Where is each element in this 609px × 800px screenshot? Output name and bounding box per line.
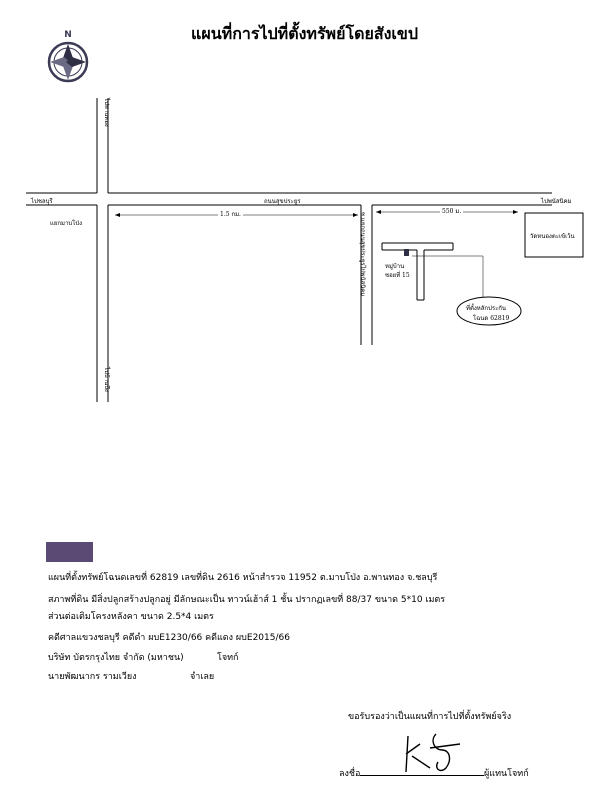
sign-role: ผู้แทนโจทก์ <box>484 769 529 779</box>
signature-line <box>360 775 484 776</box>
property-marker-icon <box>404 249 409 256</box>
label-to-ban-bueng: ไปบ้านบึง <box>103 367 110 392</box>
info-line-defendant: นายพัฒนากร รามเวียง <box>48 672 137 682</box>
page-title: แผนที่การไปที่ตั้งทรัพย์โดยสังเขป <box>191 24 418 43</box>
plaintiff-label: โจทก์ <box>217 653 239 663</box>
label-deed-number: โฉนด 62819 <box>473 315 510 322</box>
label-soi: ซอยที่ 15 <box>385 272 410 279</box>
label-to-phanat-nikhom: ไปพนัสนิคม <box>541 198 572 205</box>
info-line-extension: ส่วนต่อเติมโครงหลังคา ขนาด 2.5*4 เมตร <box>48 612 214 622</box>
color-swatch <box>46 542 93 562</box>
label-to-chonburi: ไปชลบุรี <box>31 198 53 205</box>
label-temple: วัดหนองตะเข้เว้น <box>530 233 575 240</box>
label-intersection: แยกมาบโป่ง <box>50 220 83 227</box>
compass-icon <box>49 30 87 81</box>
info-line-plaintiff: บริษัท บัตรกรุงไทย จำกัด (มหาชน) <box>48 653 184 663</box>
defendant-label: จำเลย <box>190 672 215 682</box>
label-side-road: ซ.แยกถนนสุขประยูรไปพนัสนิคม <box>359 212 366 297</box>
label-village: หมู่บ้าน <box>385 263 405 270</box>
info-line-deed: แผนที่ตั้งทรัพย์โฉนดเลขที่ 62819 เลขที่ดิน 2616 หน้าสำรวจ 11952 ต.มาบโป่ง อ.พานทอง จ.ชลบุรี <box>48 573 438 583</box>
label-distance-2: 550 ม. <box>442 208 462 215</box>
sign-label: ลงชื่อ <box>339 769 361 779</box>
info-line-land: สภาพที่ดิน มีสิ่งปลูกสร้างปลูกอยู่ มีลักษณะเป็น ทาวน์เฮ้าส์ 1 ชั้น ปรากฏเลขที่ 88/37 ขนาด 5*10 เมตร <box>48 595 446 605</box>
label-property-marker: ที่ตั้งหลักประกัน <box>466 305 507 312</box>
label-road-sukhprayoon: ถนนสุขประยูร <box>264 198 301 205</box>
label-to-phan-thong: ไปพานทอง <box>103 98 110 127</box>
signature-icon <box>390 728 470 778</box>
certify-text: ขอรับรองว่าเป็นแผนที่การไปที่ตั้งทรัพย์จริง <box>348 712 512 722</box>
label-distance-1: 1.5 กม. <box>220 211 241 218</box>
info-line-case: คดีศาลแขวงชลบุรี คดีดำ ผบE1230/66 คดีแดง ผบE2015/66 <box>48 633 290 643</box>
north-label: N <box>64 30 72 40</box>
